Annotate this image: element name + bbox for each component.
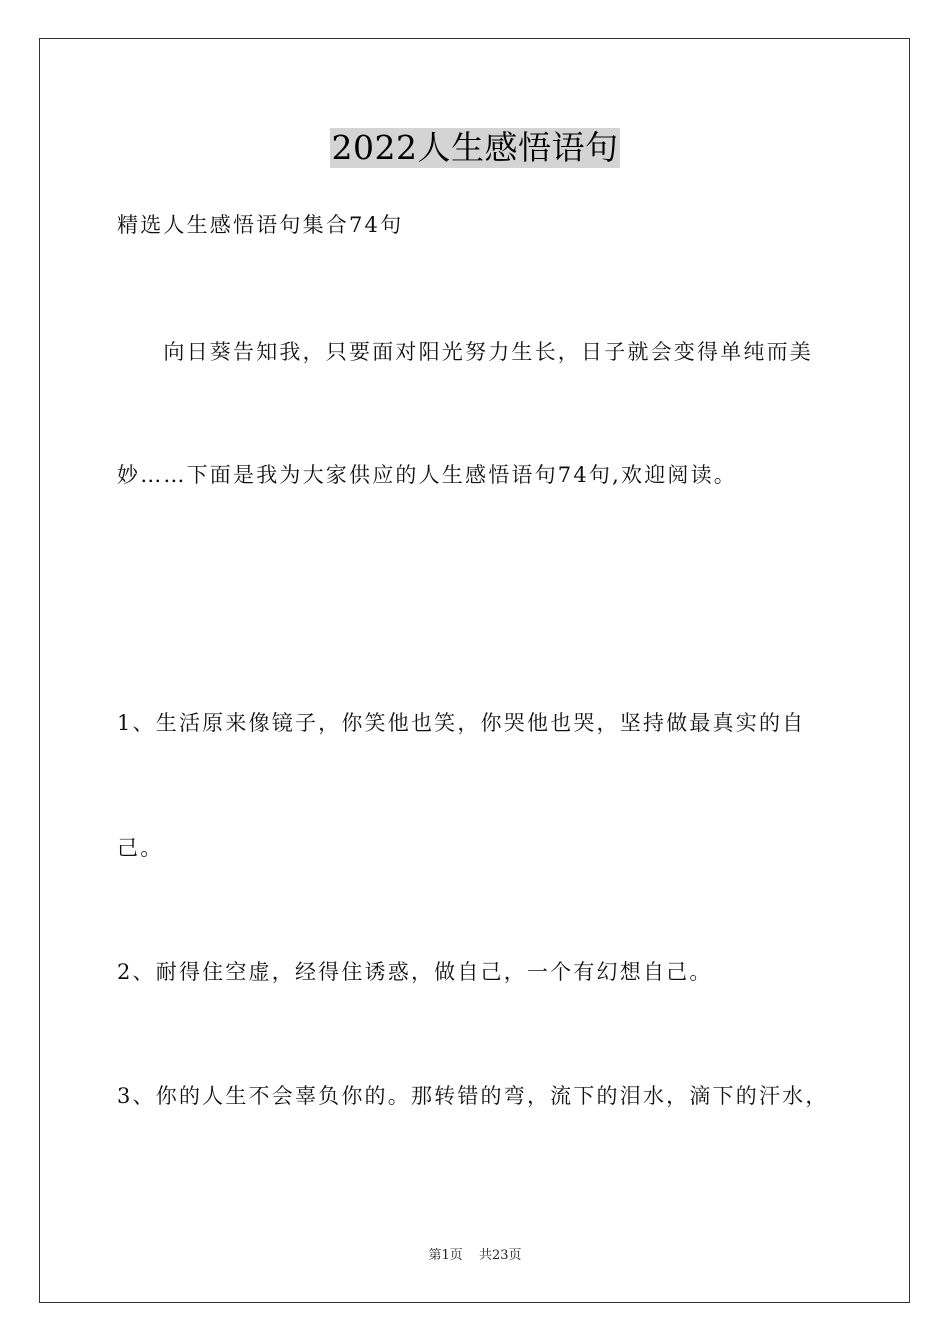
item-line-2: 己。 xyxy=(117,836,164,860)
item-line-4: 3、你的人生不会辜负你的。那转错的弯，流下的泪水，滴下的汗水， xyxy=(117,1084,829,1108)
document-subtitle: 精选人生感悟语句集合74句 xyxy=(117,213,404,237)
page-footer xyxy=(0,1248,950,1264)
document-title: 2022人生感悟语句 xyxy=(331,128,619,167)
item-line-3: 2、耐得住空虚，经得住诱惑，做自己，一个有幻想自己。 xyxy=(117,960,713,984)
page-number-total: 共23页 xyxy=(478,1248,522,1263)
intro-line-2: 妙……下面是我为大家供应的人生感悟语句74句,欢迎阅读。 xyxy=(117,463,737,487)
intro-line-1: 向日葵告知我，只要面对阳光努力生长，日子就会变得单纯而美 xyxy=(117,340,813,364)
item-line-1: 1、生活原来像镜子，你笑他也笑，你哭他也哭，坚持做最真实的自 xyxy=(117,711,806,735)
page-number-current: 第1页 xyxy=(428,1248,463,1263)
title-container xyxy=(0,128,950,168)
